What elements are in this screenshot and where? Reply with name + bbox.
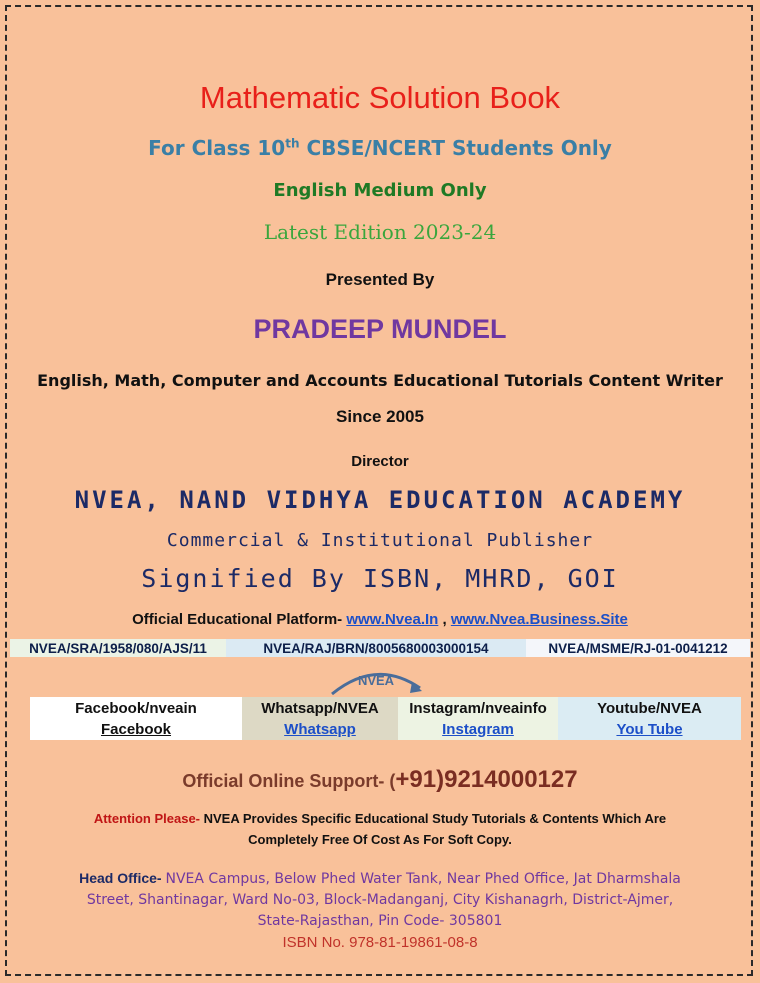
social-links-table [30,697,741,740]
medium-line: English Medium Only [273,180,487,201]
online-support [0,766,760,794]
nvea-business-link[interactable]: www.Nvea.Business.Site [450,611,628,628]
instagram-handle: Instagram/nveainfo [409,699,547,717]
publisher-line: Commercial & Institutional Publisher [166,530,594,551]
social-youtube [558,697,741,740]
platform-label: Official Educational Platform- [132,611,347,628]
office-line-2: Street, Shantinagar, Ward No-03, Block-Madanganj, City Kishanagrh, District-Ajmer, [86,892,674,908]
isbn-number: ISBN No. 978-81-19861-08-8 [282,934,478,951]
head-office-address [0,868,760,932]
subtitle-superscript: th [285,136,300,151]
whatsapp-link[interactable]: Whatsapp [284,720,356,738]
office-line-1 [0,868,760,890]
social-whatsapp [242,697,398,740]
platform-line [0,611,760,628]
attention-line-2: Completely Free Of Cost As For Soft Copy. [248,832,512,847]
attention-text-1: NVEA Provides Specific Educational Study Tutorials & Contents Which Are [203,811,667,826]
instagram-link[interactable]: Instagram [442,720,514,738]
book-title: Mathematic Solution Book [199,80,561,115]
registration-brn: NVEA/RAJ/BRN/8005680003000154 [226,639,526,657]
subtitle-text: For Class 10 [148,136,286,160]
signified-line: Signified By ISBN, MHRD, GOI [141,564,619,593]
office-text-1: NVEA Campus, Below Phed Water Tank, Near Phed Office, Jat Dharmshala [165,871,681,887]
facebook-handle: Facebook/nveain [75,699,197,717]
director-label: Director [351,453,409,470]
support-label: Official Online Support- ( [182,771,396,791]
office-line-3: State-Rajasthan, Pin Code- 305801 [257,913,503,929]
since-year: Since 2005 [336,407,424,426]
youtube-link[interactable]: You Tube [616,720,683,738]
whatsapp-handle: Whatsapp/NVEA [261,699,379,717]
subtitle-text-rest: CBSE/NCERT Students Only [299,136,612,160]
youtube-handle: Youtube/NVEA [597,699,702,717]
academy-name: NVEA, NAND VIDHYA EDUCATION ACADEMY [74,486,686,514]
social-instagram [398,697,558,740]
office-label: Head Office- [79,870,166,886]
attention-label: Attention Please- [93,811,204,826]
platform-separator: , [438,611,451,628]
social-facebook [30,697,242,740]
attention-line-1 [0,808,760,829]
facebook-link[interactable]: Facebook [100,720,172,738]
registration-row [10,639,750,657]
author-role: English, Math, Computer and Accounts Educational Tutorials Content Writer [37,371,723,390]
nvea-badge: NVEA [357,673,395,688]
registration-msme: NVEA/MSME/RJ-01-0041212 [526,639,750,657]
attention-notice [0,808,760,850]
presented-by: Presented By [325,270,435,289]
class-subtitle [0,136,760,160]
registration-sra: NVEA/SRA/1958/080/AJS/11 [10,639,226,657]
edition-line: Latest Edition 2023-24 [263,220,497,244]
nvea-in-link[interactable]: www.Nvea.In [346,611,439,628]
author-name: PRADEEP MUNDEL [253,314,507,344]
support-phone: +91)9214000127 [395,766,578,793]
